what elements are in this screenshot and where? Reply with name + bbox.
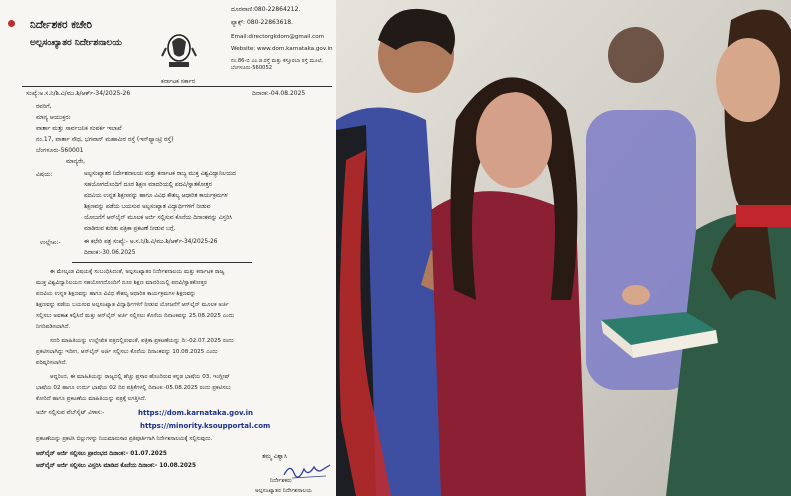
start-date: ಆನ್‌ಲೈನ್ ಅರ್ಜಿ ಸಲ್ಲಿಸಲು ಪ್ರಾರಂಭದ ದಿನಾಂಕ:- 01.07.2025 — [36, 451, 167, 457]
reference-line: ಈ ಕಛೇರಿ ಪತ್ರ ಸಂಖ್ಯೆ:- ಅ.ಸ.ನಿ/ಶಿ.ವಿ/ಮು.ಶಿ/ಆರ್ಕ್-34/2025-26 — [84, 239, 218, 245]
yours-faithfully: ತಮ್ಮ ವಿಶ್ವಾಸಿ — [262, 453, 288, 460]
subject-line: ಯೋಜನೆಗೆ ಆನ್‌ಲೈನ್ ಮೂಲಕ ಅರ್ಜಿ ಸಲ್ಲಿಸುವ ಕೊನೆಯ ದಿನಾಂಕವನ್ನು ವಿಸ್ತರಿಸಿ — [84, 215, 233, 221]
reference-label: ಉಲ್ಲೇಖ:- — [40, 239, 61, 246]
subject-label: ವಿಷಯ: — [36, 171, 53, 178]
fax-number: ಫ್ಯಾಕ್ಸ್: 080-22863618. — [231, 19, 294, 26]
subject-line: ಪದವಿಯ ಉನ್ನತ ಶಿಕ್ಷಣವನ್ನು ಹಾಗೂ ವಿವಿಧ ಕೌಶಲ್ಯ ಆಧಾರಿತ ಕಾರ್ಯಕ್ರಮಗಳ — [84, 193, 228, 199]
signatory-title: ನಿರ್ದೇಶಕರು — [270, 478, 292, 484]
students-photo-illustration — [336, 0, 791, 496]
body-line: ಈ ಮೇಲ್ಕಂಡ ವಿಷಯಕ್ಕೆ ಸಂಬಂಧಿಸಿದಂತೆ, ಅಲ್ಪಸಂಖ್ಯಾತರ ನಿರ್ದೇಶನಾಲಯ ಮತ್ತು ಕರ್ನಾಟಕ ರಾಜ್ಯ — [50, 269, 225, 275]
recipient-line: ನಂ.17, ವಾರ್ತಾ ಸೌಧ, ಭಗವಾನ್ ಮಹಾವೀರ ರಸ್ತೆ (ಇನ್‌ಫ್ಯಾಂಟ್ರಿ ರಸ್ತೆ) — [36, 136, 174, 143]
body-line: ಕೋರಿದೆ ಹಾಗೂ ಪ್ರಕಟಣೆಯ ಮಾಹಿತಿಯನ್ನು ಪತ್ರಕ್ಕೆ ಲಗತ್ತಿಸಿದೆ. — [36, 396, 147, 402]
body-line: ಭಾಷೆಯ 02 ಹಾಗೂ ಉರ್ದು ಭಾಷೆಯ 02 ದಿನ ಪತ್ರಿಕೆಗಳಲ್ಲಿ ದಿನಾಂಕ:-05.08.2025 ರಂದು ಪ್ರಕಟಿಸಲು — [36, 385, 231, 391]
recipient-line: ಬೆಂಗಳೂರು-560001 — [36, 147, 84, 154]
phone-number: ದೂರವಾಣಿ:080-22864212. — [231, 6, 301, 13]
subject-line: ಶಿಕ್ಷಣವನ್ನು ಪಡೆಯ ಬಯಸುವ ಅಲ್ಪಸಂಖ್ಯಾತ ವಿದ್ಯಾರ್ಥಿಗಳಿಗೆ ನೀಡುವ — [84, 204, 211, 210]
salutation: ಮಾನ್ಯರೇ, — [66, 158, 86, 165]
to-label: ರವರಿಗೆ, — [36, 103, 52, 110]
body-line: ಸದರಿ ಮಾಹಿತಿಯನ್ನು ಉಲ್ಲೇಖಿತ ಪತ್ರದಲ್ಲಿರುವಂತೆ, ಪತ್ರಿಕಾ ಪ್ರಕಟಣೆಯನ್ನು ದಿ:-02.07.2025 ರಂದು — [50, 338, 234, 344]
body-line: ನಿಗದಿಪಡಿಸಲಾಗಿದೆ. — [36, 324, 71, 330]
letter-date: ದಿನಾಂಕ:-04.08.2025 — [252, 90, 306, 97]
recipient-line: ಮಾನ್ಯ ಆಯುಕ್ತರು — [36, 114, 71, 121]
website-link-1[interactable]: https://dom.karnataka.gov.in — [138, 409, 254, 417]
body-line: ಪದವಿಯ ಉನ್ನತ ಶಿಕ್ಷಣವನ್ನು ಹಾಗೂ ವಿವಿಧ ಕೌಶಲ್ಯ ಆಧಾರಿತ ಕಾರ್ಯಕ್ರಮಗಳ ಶಿಕ್ಷಣವನ್ನು — [36, 291, 196, 297]
body-line: ಸಲ್ಲಿಸಲು ಅವಕಾಶ ಕಲ್ಪಿಸಿದೆ ಮತ್ತು ಆನ್‌ಲೈನ್ ಅರ್ಜಿ ಸಲ್ಲಿಸಲು ಕೊನೆಯ ದಿನಾಂಕವನ್ನು 25.08.2025 ಎಂದು — [36, 313, 235, 319]
header-subtitle: ಅಲ್ಪಸಂಖ್ಯಾತರ ನಿರ್ದೇಶನಾಲಯ — [30, 38, 122, 48]
reference-line: ದಿನಾಂಕ:-30.06.2025 — [84, 250, 136, 256]
govt-label: ಕರ್ನಾಟಕ ಸರ್ಕಾರ — [161, 78, 196, 85]
header-divider — [22, 86, 332, 87]
letter-image — [0, 0, 336, 496]
students-photo — [336, 0, 791, 496]
website-address: Website: www.dom.karnataka.gov.in — [231, 46, 333, 52]
office-logo-icon — [8, 20, 15, 27]
body-line: ಪರಿಷ್ಕರಿಸಲಾಗಿದೆ. — [36, 360, 68, 366]
last-date: ಆನ್‌ಲೈನ್ ಅರ್ಜಿ ಸಲ್ಲಿಸಲು ವಿಸ್ತರಿಸಿ ಮಾಡಿದ ಕೊನೆಯ ದಿನಾಂಕ:- 10.08.2025 — [36, 463, 196, 469]
subject-line: ಮಾಡಿರುವ ಕುರಿತು ಪತ್ರಿಕಾ ಪ್ರಕಟಣೆ ನೀಡುವ ಬಗ್ಗೆ. — [84, 226, 176, 232]
subject-line: ಸಹಯೋಗದೊಂದಿಗೆ ದೂರ ಶಿಕ್ಷಣ ಮಾದರಿಯಲ್ಲಿ ಪದವಿ/ಸ್ನಾತಕೋತ್ತರ — [84, 182, 212, 188]
office-address: ನಂ.86-ಬಿ ಎಂ.ಜಿ.ರಸ್ತೆ ಮತ್ತು ಕಸ್ತೂರಬಾ ರಸ್ತೆ ಮೂಲೆ, ಬೆಂಗಳೂರು-560052 — [231, 58, 323, 71]
email-address: Email:directorgkdom@gmail.com — [231, 34, 325, 40]
state-emblem-icon — [160, 32, 198, 76]
body-line: ಮುಕ್ತ ವಿಶ್ವವಿದ್ಯಾನಿಲಯದ ಸಹಯೋಗದೊಂದಿಗೆ ದೂರ ಶಿಕ್ಷಣ ಮಾದರಿಯಲ್ಲಿ ಪದವಿ/ಸ್ನಾತಕೋತ್ತರ — [36, 280, 207, 286]
body-line: ಆದ್ದರಿಂದ, ಈ ಮಾಹಿತಿಯನ್ನು ರಾಜ್ಯದಲ್ಲಿ ಹೆಚ್ಚು ಪ್ರಸಾರ ಹೊಂದಿರುವ ಕನ್ನಡ ಭಾಷೆಯ 03, ಇಂಗ್ಲೀಷ್ — [50, 374, 230, 380]
subject-line: ಅಲ್ಪಸಂಖ್ಯಾತರ ನಿರ್ದೇಶನಾಲಯ ಮತ್ತು ಕರ್ನಾಟಕ ರಾಜ್ಯ ಮುಕ್ತ ವಿಶ್ವವಿದ್ಯಾನಿಲಯದ — [84, 171, 236, 177]
closing-line: ಪ್ರಕಟಣೆಯನ್ನು ಪ್ರಕಟಿಸಿ ಬಿಲ್ಲುಗಳನ್ನು ನಿಯಮಾನುಸಾರ ಪ್ರತಿಪೂರ್ತಿಗಾಗಿ ನಿರ್ದೇಶನಾಲಯಕ್ಕೆ ಸಲ್ಲಿಸುವುದು. — [36, 436, 213, 442]
signatory-office: ಅಲ್ಪಸಂಖ್ಯಾತರ ನಿರ್ದೇಶನಾಲಯ — [255, 488, 312, 494]
reference-divider — [72, 262, 252, 263]
body-line: ಶಿಕ್ಷಣವನ್ನು ಪಡೆಯ ಬಯಸುವ ಅಲ್ಪಸಂಖ್ಯಾತ ವಿದ್ಯಾರ್ಥಿಗಳಿಗೆ ನೀಡುವ ಯೋಜನೆಗೆ ಆನ್‌ಲೈನ್ ಮೂಲಕ ಅರ್ಜಿ — [36, 302, 229, 308]
reference-number: ಸಂಖ್ಯೆ:ಅ.ಸ.ನಿ/ಶಿ.ವಿ/ಮು.ಶಿ/ಆರ್ಕ್-34/2025-26 — [26, 90, 131, 97]
header-title: ನಿರ್ದೇಶಕರ ಕಚೇರಿ — [30, 19, 93, 31]
websites-label: ಅರ್ಜಿ ಸಲ್ಲಿಸುವ ವೆಬ್‌ಸೈಟ್ ವಿಳಾಸ:- — [36, 410, 105, 416]
recipient-line: ವಾರ್ತಾ ಮತ್ತು ಸಾರ್ವಜನಿಕ ಸಂಪರ್ಕ ಇಲಾಖೆ — [36, 125, 122, 132]
website-link-2[interactable]: https://minority.ksoupportal.com — [140, 422, 271, 430]
body-line: ಪ್ರಕಟಿಸಲಾಗಿದ್ದು ಇದೀಗ, ಆನ್‌ಲೈನ್ ಅರ್ಜಿ ಸಲ್ಲಿಸಲು ಕೊನೆಯ ದಿನಾಂಕವನ್ನು 10.08.2025 ಎಂದು — [36, 349, 218, 355]
